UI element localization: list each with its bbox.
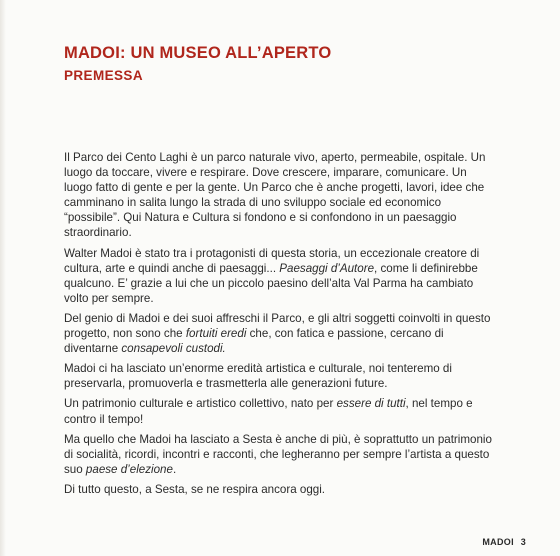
italic-phrase: paese d’elezione (85, 462, 173, 476)
section-subtitle: PREMESSA (64, 68, 143, 83)
paragraph (64, 150, 496, 241)
page-number: 3 (520, 537, 526, 547)
text-run: Un patrimonio culturale e artistico collettivo, nato per (64, 397, 337, 411)
paragraph (64, 482, 496, 497)
text-run: , nel tempo e contro il tempo! (64, 397, 473, 426)
text-run: , come li definirebbe qualcuno. E’ grazie a lui che un piccolo paesino dell’alta Val Parma ha cambiato volto per sempre. (64, 261, 478, 305)
italic-phrase: essere di tutti (336, 397, 406, 411)
italic-phrase: consapevoli custodi. (121, 342, 226, 356)
text-run: Di tutto questo, a Sesta, se ne respira ancora oggi. (64, 482, 326, 496)
body-text (64, 150, 496, 502)
paragraph (64, 396, 496, 426)
paragraph (64, 311, 496, 356)
paragraph (64, 246, 496, 306)
text-run: Madoi ci ha lasciato un’enorme eredità artistica e culturale, noi tenteremo di preservarla, promuoverla e trasmetterla alle generazioni future. (64, 362, 452, 391)
page-binding-edge (0, 0, 6, 556)
italic-phrase: Paesaggi d’Autore (279, 261, 375, 275)
text-run: Walter Madoi è stato tra i protagonisti di questa storia, un eccezionale creatore di cultura, arte e quindi anche di paesaggi... (64, 246, 480, 275)
text-run: che, con fatica e passione, cercano di diventarne (64, 327, 444, 356)
text-run: Ma quello che Madoi ha lasciato a Sesta è anche di più, è soprattutto un patrimonio di socialità, ricordi, incontri e racconti, che legheranno per sempre l’artista a questo suo (64, 432, 492, 476)
running-title: MADOI (482, 537, 514, 547)
text-run: . (172, 462, 177, 476)
page-title: MADOI: UN MUSEO ALL’APERTO (64, 44, 332, 62)
paragraph (64, 361, 496, 391)
paragraph (64, 432, 496, 477)
text-run: Del genio di Madoi e dei suoi affreschi il Parco, e gli altri soggetti coinvolti in questo progetto, non sono che (64, 311, 491, 341)
page-footer (482, 537, 526, 547)
text-run: Il Parco dei Cento Laghi è un parco naturale vivo, aperto, permeabile, ospitale. Un luogo da toccare, vivere e respirare. Dove crescere, imparare, comunicare. Un luogo fatto di gente e per la gente. Un Parco che è anche progetti, lavori, idee che camminano in salita lungo la strada di uno sviluppo sociale ed economico “possibile”. Qui Natura e Cultura si fondono e si confondono in un paesaggio straordinario. (64, 151, 486, 240)
italic-phrase: fortuiti eredi (185, 327, 247, 341)
